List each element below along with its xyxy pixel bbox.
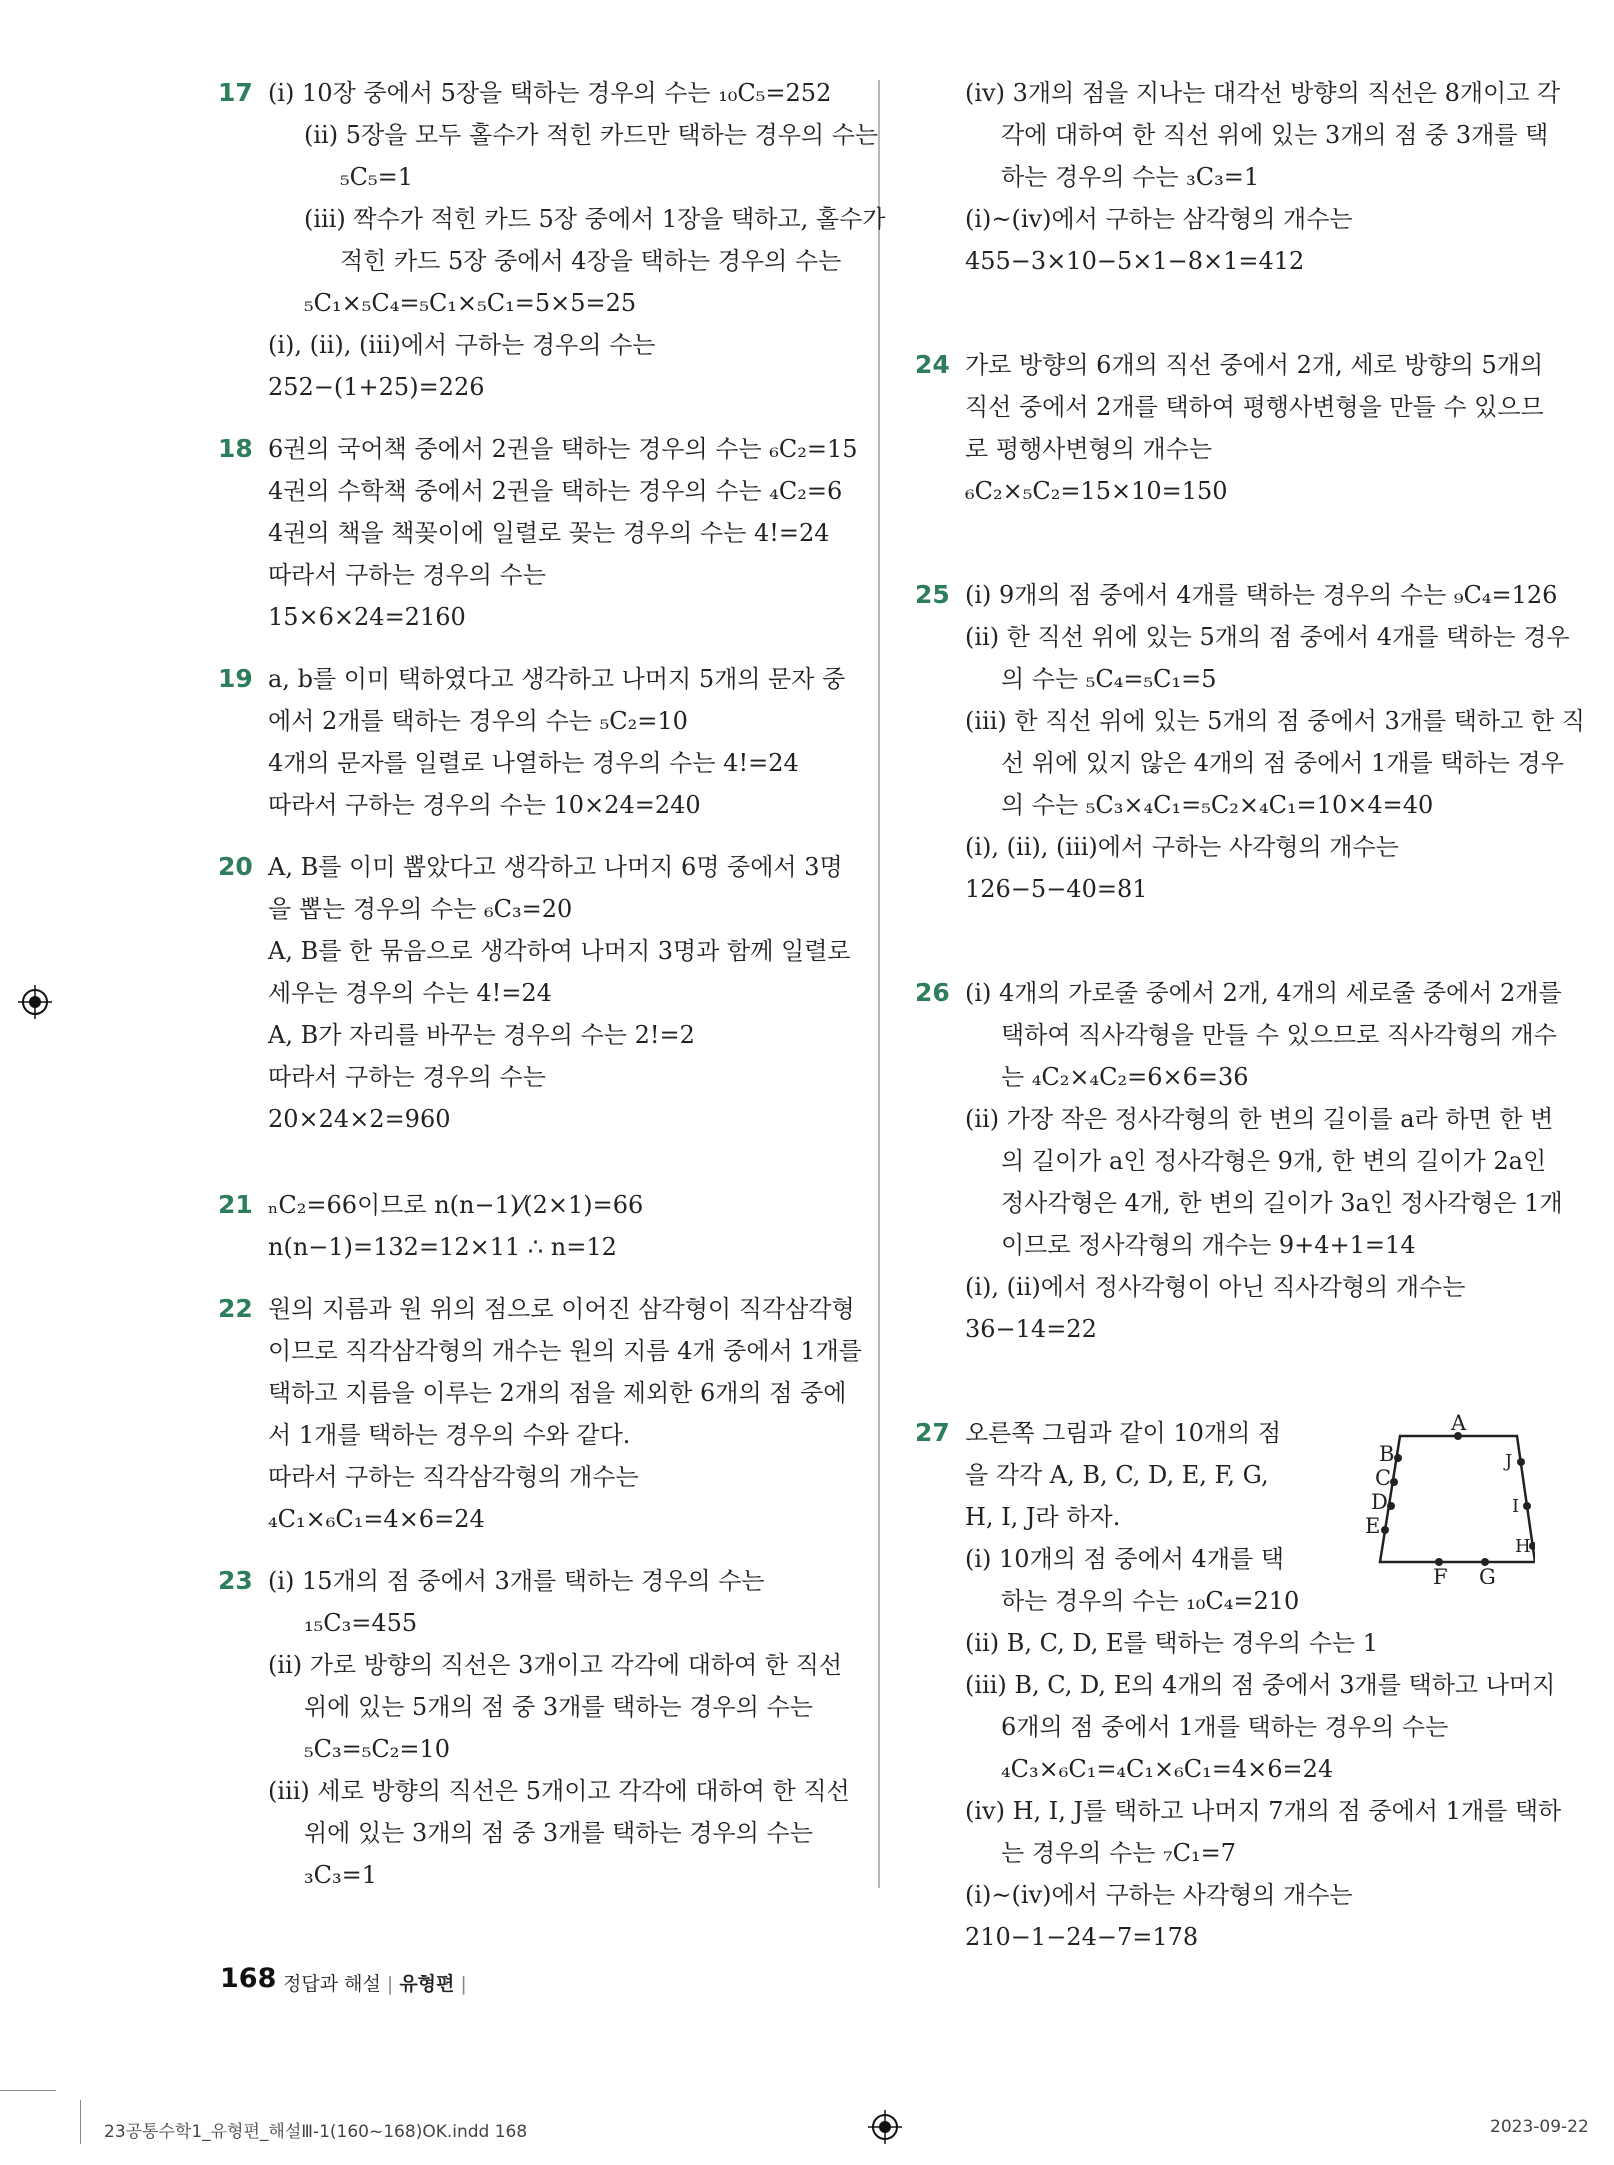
text-line: 따라서 구하는 경우의 수는: [268, 561, 546, 589]
point-B: [1394, 1454, 1402, 1462]
text-line: 오른쪽 그림과 같이 10개의 점: [965, 1419, 1282, 1447]
problem-22: [218, 1288, 862, 1540]
point-E: [1381, 1526, 1389, 1534]
text-line: 의 수는 ₅C₄=₅C₁=5: [1001, 665, 1217, 693]
running-footer: 정답과 해설 | 유형편 |: [283, 1973, 467, 1995]
text-line: 는 경우의 수는 ₇C₁=7: [1001, 1839, 1236, 1867]
text-line: ₃C₃=1: [304, 1861, 377, 1889]
text-line: 원의 지름과 원 위의 점으로 이어진 삼각형이 직각삼각형: [268, 1295, 855, 1323]
text-line: ₁₅C₃=455: [304, 1609, 418, 1637]
text-line: 각에 대하여 한 직선 위에 있는 3개의 점 중 3개를 택: [1001, 121, 1549, 149]
right-column: [915, 72, 1585, 1958]
text-line: 이므로 직각삼각형의 개수는 원의 지름 4개 중에서 1개를: [268, 1337, 862, 1365]
text-line: ₆C₂×₅C₂=15×10=150: [965, 477, 1228, 505]
text-line: 택하고 지름을 이루는 2개의 점을 제외한 6개의 점 중에: [268, 1379, 847, 1407]
text-line: 하는 경우의 수는 ₁₀C₄=210: [1001, 1587, 1300, 1615]
label-E: E: [1365, 1514, 1381, 1538]
footer-part: 유형편: [399, 1973, 455, 1995]
text-line: 따라서 구하는 경우의 수는: [268, 1063, 546, 1091]
text-line: 15×6×24=2160: [268, 603, 466, 631]
text-line: 4권의 책을 책꽂이에 일렬로 꽂는 경우의 수는 4!=24: [268, 519, 830, 547]
problem-number: 27: [915, 1418, 950, 1447]
text-line: n(n−1)=132=12×11 ∴ n=12: [268, 1233, 617, 1261]
text-line: A, B를 한 묶음으로 생각하여 나머지 3명과 함께 일렬로: [268, 937, 851, 965]
problem-20: [218, 846, 854, 1140]
text-line: (ⅱ) 한 직선 위에 있는 5개의 점 중에서 4개를 택하는 경우: [965, 623, 1570, 651]
point-I: [1523, 1502, 1531, 1510]
text-line: 4개의 문자를 일렬로 나열하는 경우의 수는 4!=24: [268, 749, 799, 777]
label-D: D: [1371, 1490, 1388, 1514]
text-line: (ⅱ) B, C, D, E를 택하는 경우의 수는 1: [965, 1629, 1378, 1657]
problem-number: 18: [218, 434, 253, 463]
problem-number: 19: [218, 664, 253, 693]
text-line: (ⅲ) 한 직선 위에 있는 5개의 점 중에서 3개를 택하고 한 직: [965, 707, 1585, 735]
text-line: A, B를 이미 뽑았다고 생각하고 나머지 6명 중에서 3명: [268, 853, 843, 881]
text-line: a, b를 이미 택하였다고 생각하고 나머지 5개의 문자 중: [268, 665, 846, 693]
text-line: A, B가 자리를 바꾸는 경우의 수는 2!=2: [268, 1021, 695, 1049]
text-line: (ⅲ) B, C, D, E의 4개의 점 중에서 3개를 택하고 나머지: [965, 1671, 1556, 1699]
text-line: 4권의 수학책 중에서 2권을 택하는 경우의 수는 ₄C₂=6: [268, 477, 843, 505]
label-A: A: [1451, 1414, 1467, 1435]
point-J: [1517, 1458, 1525, 1466]
text-line: (ⅰ) 10개의 점 중에서 4개를 택: [965, 1545, 1285, 1573]
label-J: J: [1505, 1451, 1513, 1472]
text-line: ₄C₃×₆C₁=₄C₁×₆C₁=4×6=24: [1001, 1755, 1334, 1783]
text-line: 의 수는 ₅C₃×₄C₁=₅C₂×₄C₁=10×4=40: [1001, 791, 1434, 819]
text-line: 하는 경우의 수는 ₃C₃=1: [1001, 163, 1260, 191]
problem-number: 25: [915, 580, 950, 609]
text-line: H, I, J라 하자.: [965, 1503, 1121, 1531]
text-line: 서 1개를 택하는 경우의 수와 같다.: [268, 1421, 631, 1449]
problem-number: 22: [218, 1294, 253, 1323]
text-line: 는 ₄C₂×₄C₂=6×6=36: [1001, 1063, 1249, 1091]
text-line: 210−1−24−7=178: [965, 1923, 1199, 1951]
problem-number: 21: [218, 1190, 253, 1219]
text-line: ₅C₃=₅C₂=10: [304, 1735, 450, 1763]
problem-number: 23: [218, 1566, 253, 1595]
problem-number: 24: [915, 350, 950, 379]
problem-17: [218, 72, 886, 408]
label-G: G: [1479, 1565, 1496, 1584]
text-line: (ⅰ)~(ⅳ)에서 구하는 삼각형의 개수는: [965, 205, 1353, 233]
text-line: 20×24×2=960: [268, 1105, 451, 1133]
left-column: [218, 72, 886, 1896]
print-slug-file: 23공통수학1_유형편_해설Ⅲ-1(160~168)OK.indd 168: [104, 2122, 528, 2142]
text-line: ₅C₅=1: [340, 163, 413, 191]
text-line: 의 길이가 a인 정사각형은 9개, 한 변의 길이가 2a인: [1001, 1147, 1547, 1175]
point-D: [1387, 1502, 1395, 1510]
problem-19: [218, 658, 854, 826]
problem-25: [915, 574, 1585, 910]
registration-mark-icon: [18, 985, 52, 1019]
text-line: (ⅰ) 15개의 점 중에서 3개를 택하는 경우의 수는: [268, 1567, 765, 1595]
text-line: 따라서 구하는 경우의 수는 10×24=240: [268, 791, 701, 819]
crop-mark: [0, 2090, 56, 2091]
text-line: (ⅰ)~(ⅳ)에서 구하는 사각형의 개수는: [965, 1881, 1353, 1909]
text-line: 36−14=22: [965, 1315, 1097, 1343]
problem-number: 20: [218, 852, 253, 881]
text-line: (ⅱ) 가장 작은 정사각형의 한 변의 길이를 a라 하면 한 변: [965, 1105, 1554, 1133]
registration-mark-icon: [868, 2110, 902, 2144]
text-line: 이므로 정사각형의 개수는 9+4+1=14: [1001, 1231, 1416, 1259]
text-line: 적힌 카드 5장 중에서 4장을 택하는 경우의 수는: [340, 247, 842, 275]
text-line: 따라서 구하는 직각삼각형의 개수는: [268, 1463, 639, 1491]
text-line: 직선 중에서 2개를 택하여 평행사변형을 만들 수 있으므: [965, 393, 1544, 421]
text-line: (ⅱ) 5장을 모두 홀수가 적힌 카드만 택하는 경우의 수는: [304, 121, 879, 149]
text-line: 택하여 직사각형을 만들 수 있으므로 직사각형의 개수: [1001, 1021, 1557, 1049]
problem-24: [915, 344, 1544, 512]
problem-number: 17: [218, 78, 253, 107]
label-I: I: [1512, 1496, 1520, 1517]
crop-mark: [80, 2100, 81, 2144]
text-line: (ⅰ) 4개의 가로줄 중에서 2개, 4개의 세로줄 중에서 2개를: [965, 979, 1562, 1007]
text-line: 을 각각 A, B, C, D, E, F, G,: [965, 1461, 1269, 1489]
text-line: 로 평행사변형의 개수는: [965, 435, 1213, 463]
text-line: (ⅰ), (ⅱ), (ⅲ)에서 구하는 사각형의 개수는: [965, 833, 1399, 861]
text-line: ₄C₁×₆C₁=4×6=24: [268, 1505, 485, 1533]
text-line: (ⅲ) 짝수가 적힌 카드 5장 중에서 1장을 택하고, 홀수가: [304, 205, 886, 233]
text-line: ₙC₂=66이므로 n(n−1)⁄(2×1)=66: [268, 1191, 644, 1219]
problem-18: [218, 428, 858, 638]
text-line: 455−3×10−5×1−8×1=412: [965, 247, 1305, 275]
text-line: 위에 있는 3개의 점 중 3개를 택하는 경우의 수는: [304, 1819, 813, 1847]
problem-21: [218, 1184, 854, 1268]
problem-number: 26: [915, 978, 950, 1007]
text-line: (ⅲ) 세로 방향의 직선은 5개이고 각각에 대하여 한 직선: [268, 1777, 850, 1805]
text-line: 가로 방향의 6개의 직선 중에서 2개, 세로 방향의 5개의: [965, 351, 1544, 379]
point-C: [1390, 1478, 1398, 1486]
problem-23: [218, 1560, 854, 1896]
column-divider: [878, 80, 880, 1888]
text-line: (ⅰ), (ⅱ)에서 정사각형이 아닌 직사각형의 개수는: [965, 1273, 1466, 1301]
label-H: H: [1515, 1536, 1531, 1557]
text-line: (ⅳ) H, I, J를 택하고 나머지 7개의 점 중에서 1개를 택하: [965, 1797, 1562, 1825]
label-C: C: [1375, 1466, 1392, 1490]
text-line: 세우는 경우의 수는 4!=24: [268, 979, 552, 1007]
text-line: (ⅰ), (ⅱ), (ⅲ)에서 구하는 경우의 수는: [268, 331, 656, 359]
text-line: ₅C₁×₅C₄=₅C₁×₅C₁=5×5=25: [304, 289, 637, 317]
text-line: (ⅰ) 10장 중에서 5장을 택하는 경우의 수는 ₁₀C₅=252: [268, 79, 832, 107]
text-line: 정사각형은 4개, 한 변의 길이가 3a인 정사각형은 1개: [1001, 1189, 1563, 1217]
text-line: (ⅳ) 3개의 점을 지나는 대각선 방향의 직선은 8개이고 각: [965, 79, 1561, 107]
text-line: (ⅰ) 9개의 점 중에서 4개를 택하는 경우의 수는 ₉C₄=126: [965, 581, 1558, 609]
print-slug-date: 2023-09-22: [1490, 2117, 1589, 2137]
trapezoid-figure: [1305, 1414, 1535, 1584]
label-F: F: [1433, 1565, 1448, 1584]
text-line: 252−(1+25)=226: [268, 373, 485, 401]
text-line: 126−5−40=81: [965, 875, 1148, 903]
footer-section: 정답과 해설: [283, 1973, 381, 1995]
label-B: B: [1379, 1442, 1395, 1466]
text-line: (ⅱ) 가로 방향의 직선은 3개이고 각각에 대하여 한 직선: [268, 1651, 843, 1679]
text-line: 선 위에 있지 않은 4개의 점 중에서 1개를 택하는 경우: [1001, 749, 1564, 777]
problem-26: [915, 972, 1563, 1350]
text-line: 을 뽑는 경우의 수는 ₆C₃=20: [268, 895, 573, 923]
text-line: 에서 2개를 택하는 경우의 수는 ₅C₂=10: [268, 707, 688, 735]
problem-23-continued: [915, 72, 1561, 282]
text-line: 6개의 점 중에서 1개를 택하는 경우의 수는: [1001, 1713, 1449, 1741]
text-line: 위에 있는 5개의 점 중 3개를 택하는 경우의 수는: [304, 1693, 813, 1721]
problem-27: [915, 1412, 1562, 1958]
page-number: 168: [220, 1963, 277, 1994]
text-line: 6권의 국어책 중에서 2권을 택하는 경우의 수는 ₆C₂=15: [268, 435, 858, 463]
